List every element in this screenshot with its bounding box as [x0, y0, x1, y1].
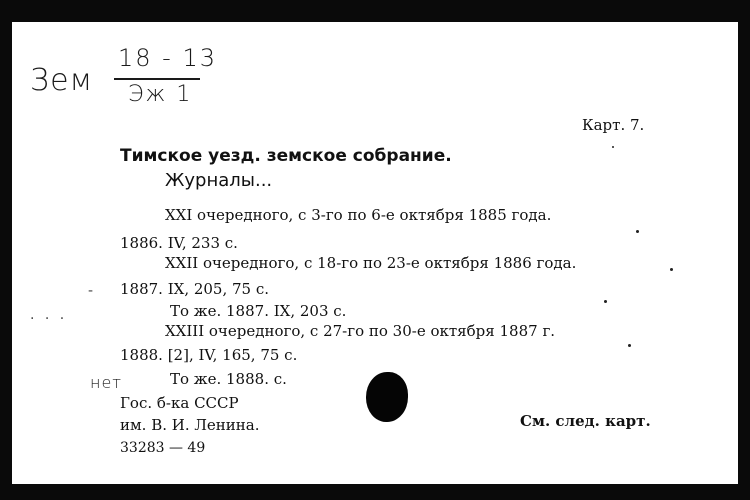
- scan-speck: [636, 230, 639, 233]
- entry-line: XXII очередного, с 18-го по 23-е октября 1886 года.: [165, 254, 577, 272]
- library-name-cont: им. В. И. Ленина.: [120, 416, 260, 434]
- card-subtitle: Журналы...: [165, 170, 273, 191]
- scan-border-right: [738, 22, 750, 500]
- entry-line: 1886. IV, 233 с.: [120, 234, 238, 252]
- card-title: Тимское уезд. земское собрание.: [120, 146, 452, 166]
- handwritten-prefix: Зем: [30, 63, 94, 98]
- entry-line: 1888. [2], IV, 165, 75 с.: [120, 346, 298, 364]
- card-number: Карт. 7.: [582, 116, 645, 134]
- scan-border-left: [0, 0, 12, 500]
- ink-blot: [366, 372, 408, 422]
- scan-mark: -: [88, 283, 94, 299]
- handwritten-shelfmark-bottom: Эж 1: [128, 82, 193, 107]
- scan-speck: [612, 146, 614, 148]
- entry-line: То же. 1887. IX, 203 с.: [170, 302, 347, 320]
- scan-border-top: [0, 0, 750, 22]
- see-next-card: См. след. карт.: [520, 412, 651, 430]
- entry-line: XXI очередного, с 3-го по 6-е октября 1885 года.: [165, 206, 552, 224]
- handwritten-shelfmark-top: 18 - 13: [118, 44, 217, 72]
- entry-line: XXIII очередного, с 27-го по 30-е октября 1887 г.: [165, 322, 556, 340]
- library-name: Гос. б-ка СССР: [120, 394, 239, 412]
- handwritten-note: нет: [90, 373, 123, 392]
- scan-border-bottom: [0, 484, 750, 500]
- library-code: 33283 — 49: [120, 440, 206, 456]
- entry-line: То же. 1888. с.: [170, 370, 287, 388]
- scan-speck: [604, 300, 607, 303]
- handwritten-fraction-line: [114, 78, 200, 80]
- scan-speck: [670, 268, 673, 271]
- entry-line: 1887. IX, 205, 75 с.: [120, 280, 270, 298]
- scan-speck: [628, 344, 631, 347]
- scan-mark: . . .: [30, 307, 68, 323]
